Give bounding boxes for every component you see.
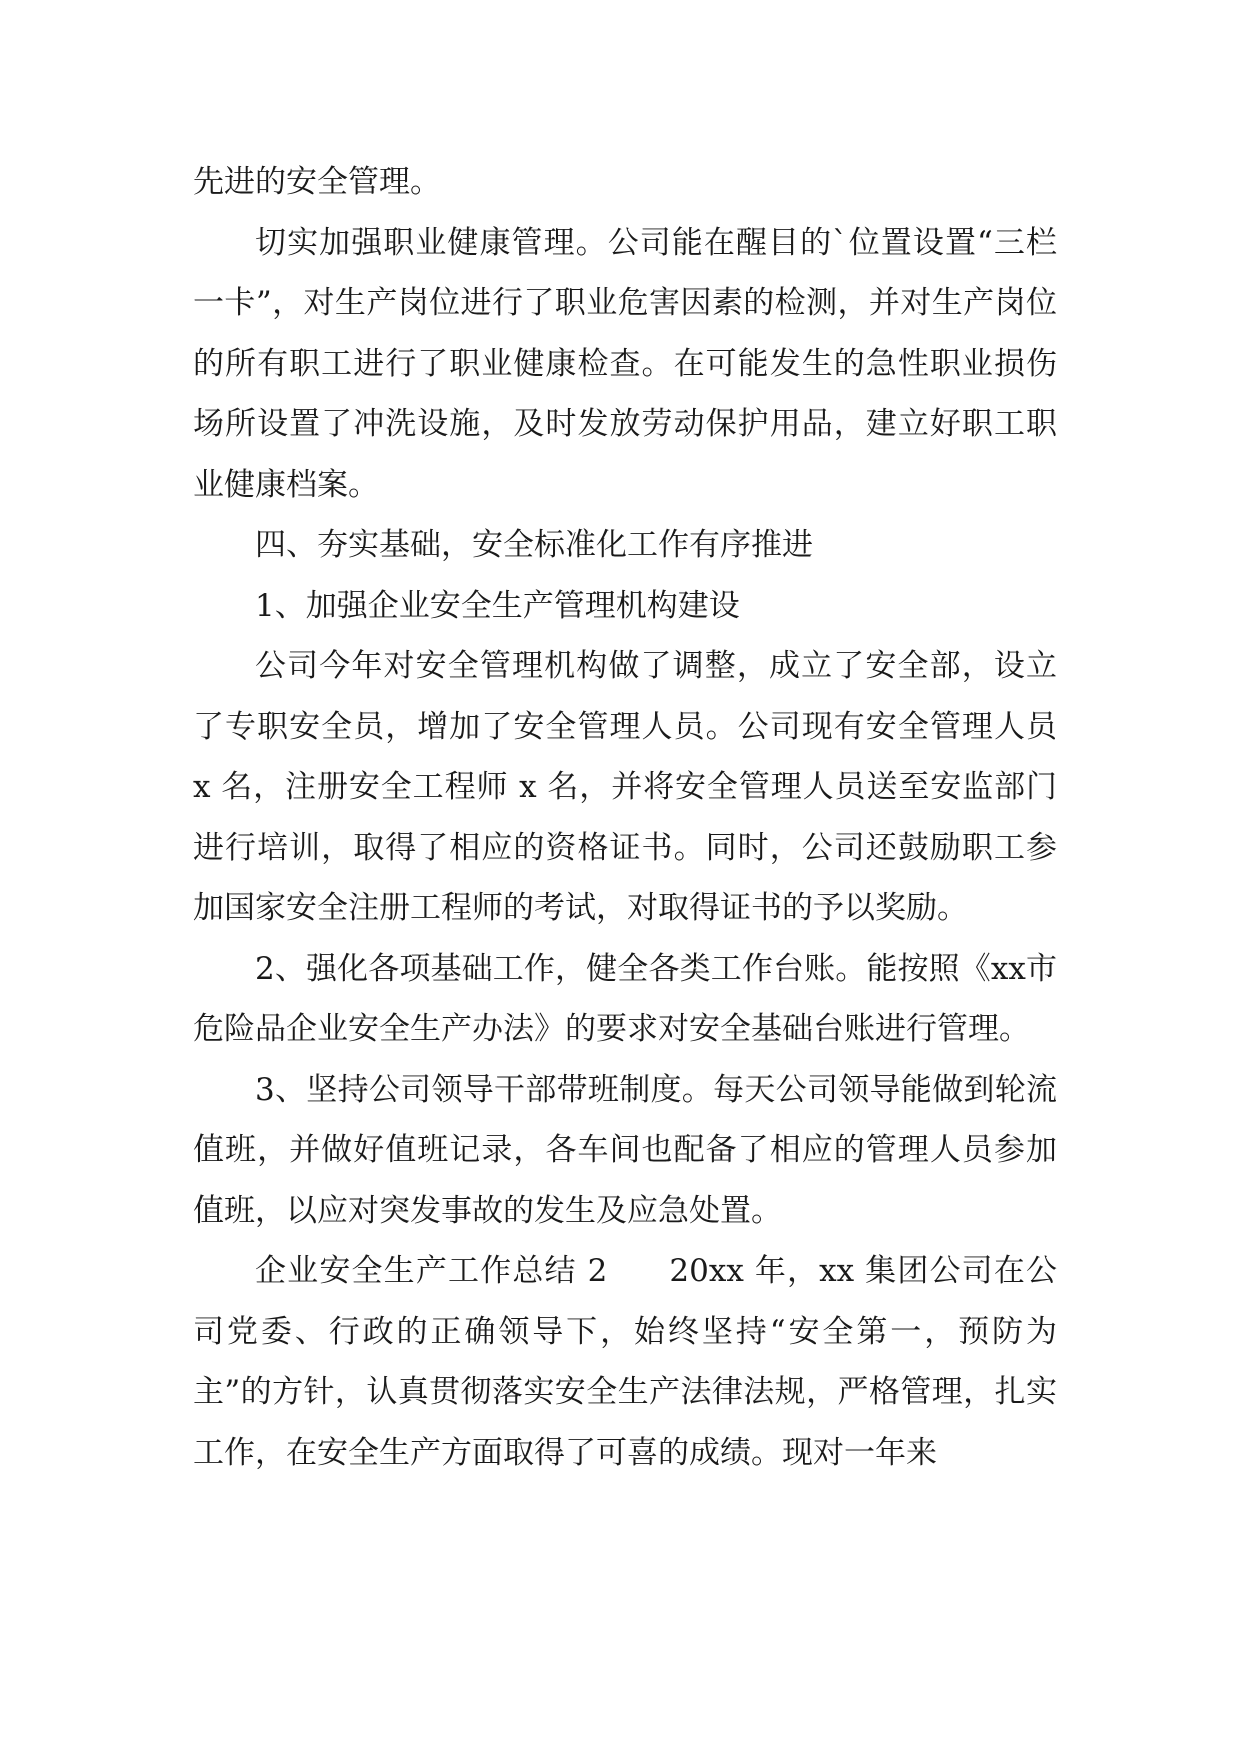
paragraph-safety-organization: 公司今年对安全管理机构做了调整，成立了安全部，设立了专职安全员，增加了安全管理人员。公司现有安全管理人员 x 名，注册安全工程师 x 名，并将安全管理人员送至安监部门进行培训，取得了相应的资格证书。同时，公司还鼓励职工参加国家安全注册工程师的考试，对取得证书的予以奖励。 xyxy=(193,648,1067,926)
paragraph-leader-duty: 3、坚持公司领导干部带班制度。每天公司领导能做到轮流值班，并做好值班记录，各车间也配备了相应的管理人员参加值班，以应对突发事故的发生及应急处置。 xyxy=(193,1071,1057,1229)
summary-two-title: 企业安全生产工作总结 2 xyxy=(255,1253,608,1289)
section-heading-four: 四、夯实基础，安全标准化工作有序推进 xyxy=(255,527,813,563)
summary-two-body: 20xx 年，xx 集团公司在公司党委、行政的正确领导下，始终坚持“安全第一，预防为主”的方针，认真贯彻落实安全生产法律法规，严格管理，扎实工作，在安全生产方面取得了可喜的成绩。现对一年来 xyxy=(193,1253,1058,1471)
paragraph-summary-two xyxy=(193,1241,1057,1483)
subheading-one: 1、加强企业安全生产管理机构建设 xyxy=(255,587,740,624)
paragraph-continuation: 先进的安全管理。 xyxy=(193,164,441,200)
paragraph-basic-work: 2、强化各项基础工作，健全各类工作台账。能按照《xx市危险品企业安全生产办法》的要求对安全基础台账进行管理。 xyxy=(193,950,1057,1047)
document-body xyxy=(193,152,1067,1483)
paragraph-occupational-health: 切实加强职业健康管理。公司能在醒目的`位置设置“三栏一卡”，对生产岗位进行了职业危害因素的检测，并对生产岗位的所有职工进行了职业健康检查。在可能发生的急性职业损伤场所设置了冲洗设施，及时发放劳动保护用品，建立好职工职业健康档案。 xyxy=(193,224,1057,503)
